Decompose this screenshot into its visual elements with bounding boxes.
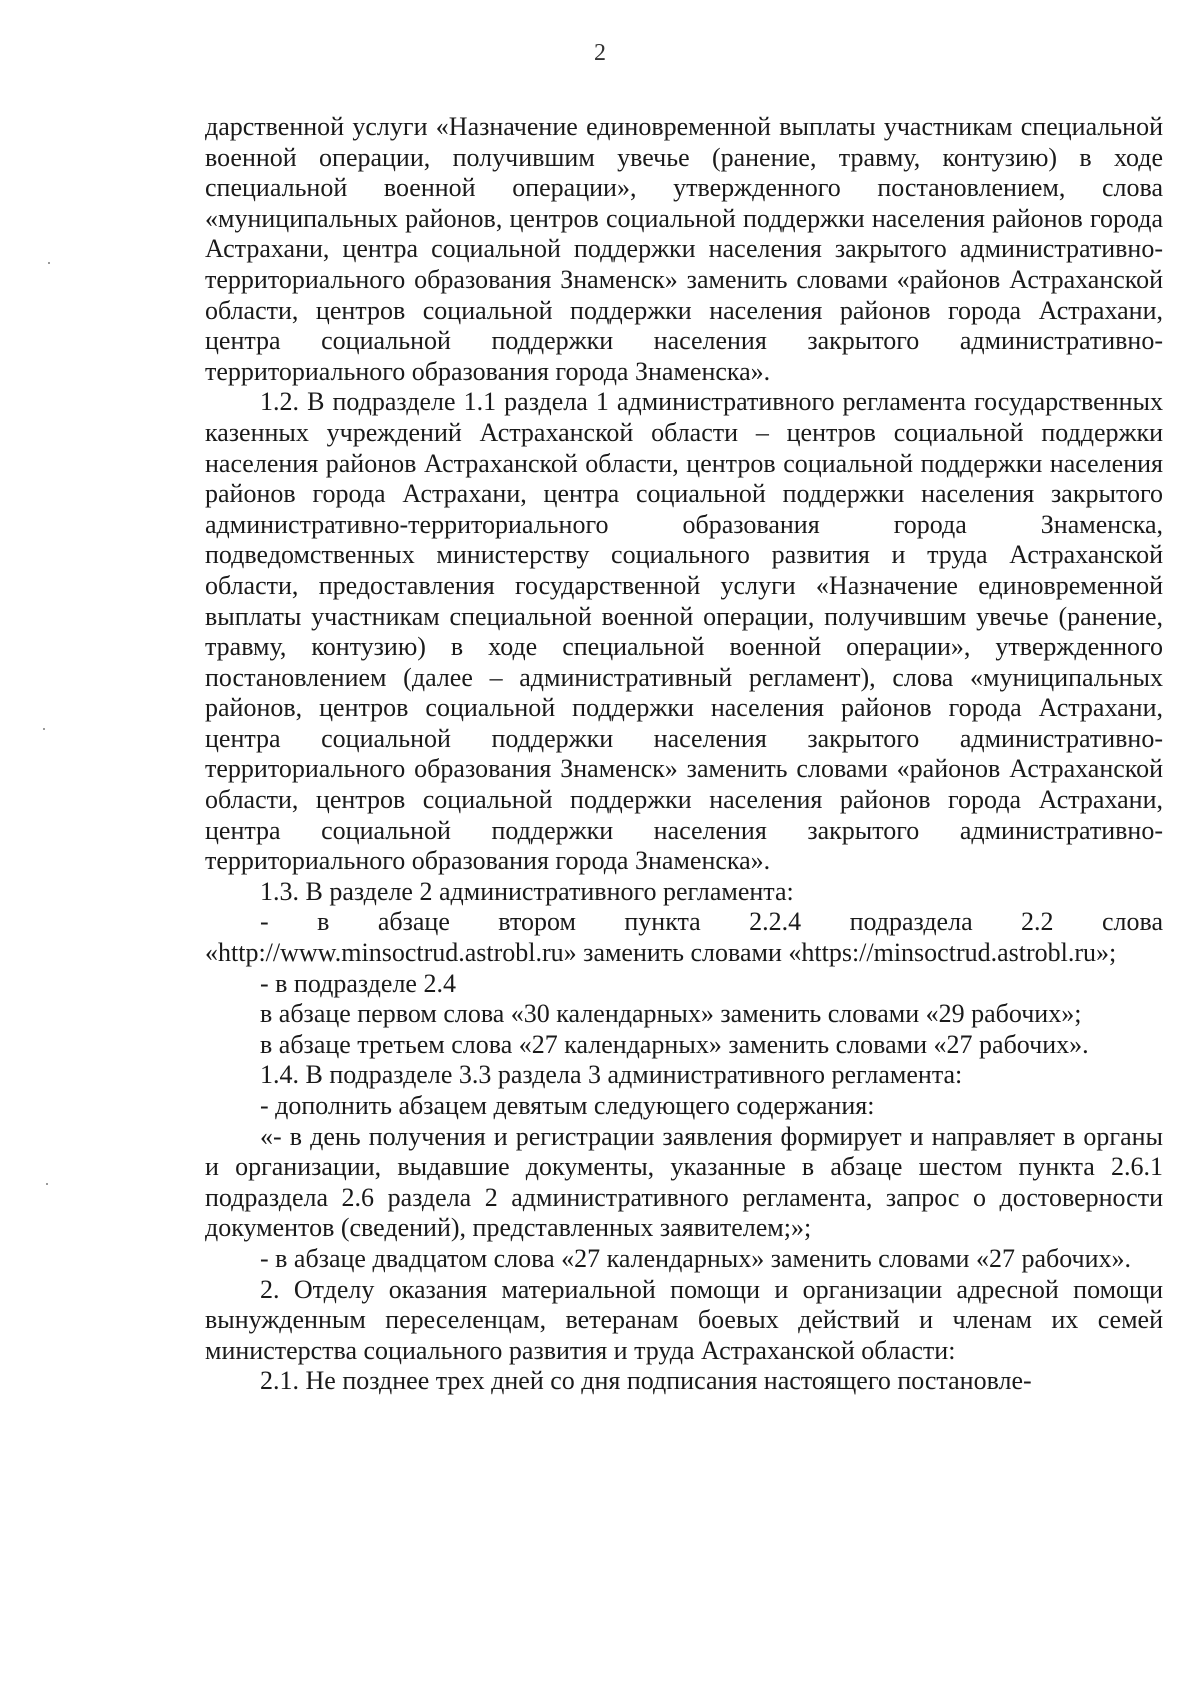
paragraph-1-3: 1.3. В разделе 2 административного регламента: bbox=[260, 876, 794, 906]
paragraph-1-3-item-2: - в подразделе 2.4 bbox=[260, 968, 456, 998]
scan-speck bbox=[43, 728, 45, 730]
paragraph-1-3-item-2-b: в абзаце третьем слова «27 календарных» заменить словами «27 рабочих». bbox=[260, 1029, 1089, 1059]
document-body bbox=[205, 112, 1163, 1397]
paragraph-1-4-quote: «- в день получения и регистрации заявления формирует и направляет в органы и организации, выдавшие документы, указанные в абзаце шестом пункта 2.6.1 подраздела 2.6 раздела 2 административного регламента, запрос о достоверности документов (сведений), представленных заявителем;»; bbox=[205, 1121, 1163, 1243]
paragraph-2-1: 2.1. Не позднее трех дней со дня подписания настоящего постановле- bbox=[260, 1366, 1032, 1396]
page-number: 2 bbox=[594, 40, 606, 66]
paragraph-1-2: 1.2. В подразделе 1.1 раздела 1 административного регламента государственных казенных учреждений Астраханской области – центров социальной поддержки населения районов Астраханской области, центров социальной поддержки населения районов города Астрахани, центра социальной поддержки населения закрытого административно-территориального образования города Знаменска, подведомственных министерству социального развития и труда Астраханской области, предоставления государственной услуги «Назначение единовременной выплаты участникам специальной военной операции, получившим увечье (ранение, травму, контузию) в ходе специальной военной операции», утвержденного постановлением (далее – административный регламент), слова «муниципальных районов, центров социальной поддержки населения районов города Астрахани, центра социальной поддержки населения закрытого административно-территориального образования Знаменск» заменить словами «районов Астраханской области, центров социальной поддержки населения районов города Астрахани, центра социальной поддержки населения закрытого административно-территориального образования города Знаменска». bbox=[205, 387, 1163, 876]
paragraph-1-4: 1.4. В подразделе 3.3 раздела 3 административного регламента: bbox=[260, 1060, 963, 1090]
paragraph-1-3-item-2-a: в абзаце первом слова «30 календарных» заменить словами «29 рабочих»; bbox=[260, 999, 1082, 1029]
paragraph-continuation: дарственной услуги «Назначение единовременной выплаты участникам специальной военной операции, получившим увечье (ранение, травму, контузию) в ходе специальной военной операции», утвержденного постановлением, слова «муниципальных районов, центров социальной поддержки населения районов города Астрахани, центра социальной поддержки населения закрытого административно-территориального образования Знаменск» заменить словами «районов Астраханской области, центров социальной поддержки населения районов города Астрахани, центра социальной поддержки населения закрытого административно-территориального образования города Знаменска». bbox=[205, 112, 1163, 386]
paragraph-2: 2. Отделу оказания материальной помощи и организации адресной помощи вынужденным переселенцам, ветеранам боевых действий и членам их семей министерства социального развития и труда Астраханской области: bbox=[205, 1274, 1163, 1365]
paragraph-1-4-item-1: - дополнить абзацем девятым следующего содержания: bbox=[260, 1091, 875, 1120]
scan-speck bbox=[46, 1183, 48, 1185]
paragraph-1-4-item-2: - в абзаце двадцатом слова «27 календарных» заменить словами «27 рабочих». bbox=[260, 1243, 1132, 1273]
paragraph-1-3-item-1: - в абзаце втором пункта 2.2.4 подраздела 2.2 слова «http://www.minsoctrud.astrobl.ru» заменить словами «https://minsoctrud.astrobl.ru»; bbox=[205, 907, 1163, 968]
scan-speck bbox=[48, 262, 50, 264]
